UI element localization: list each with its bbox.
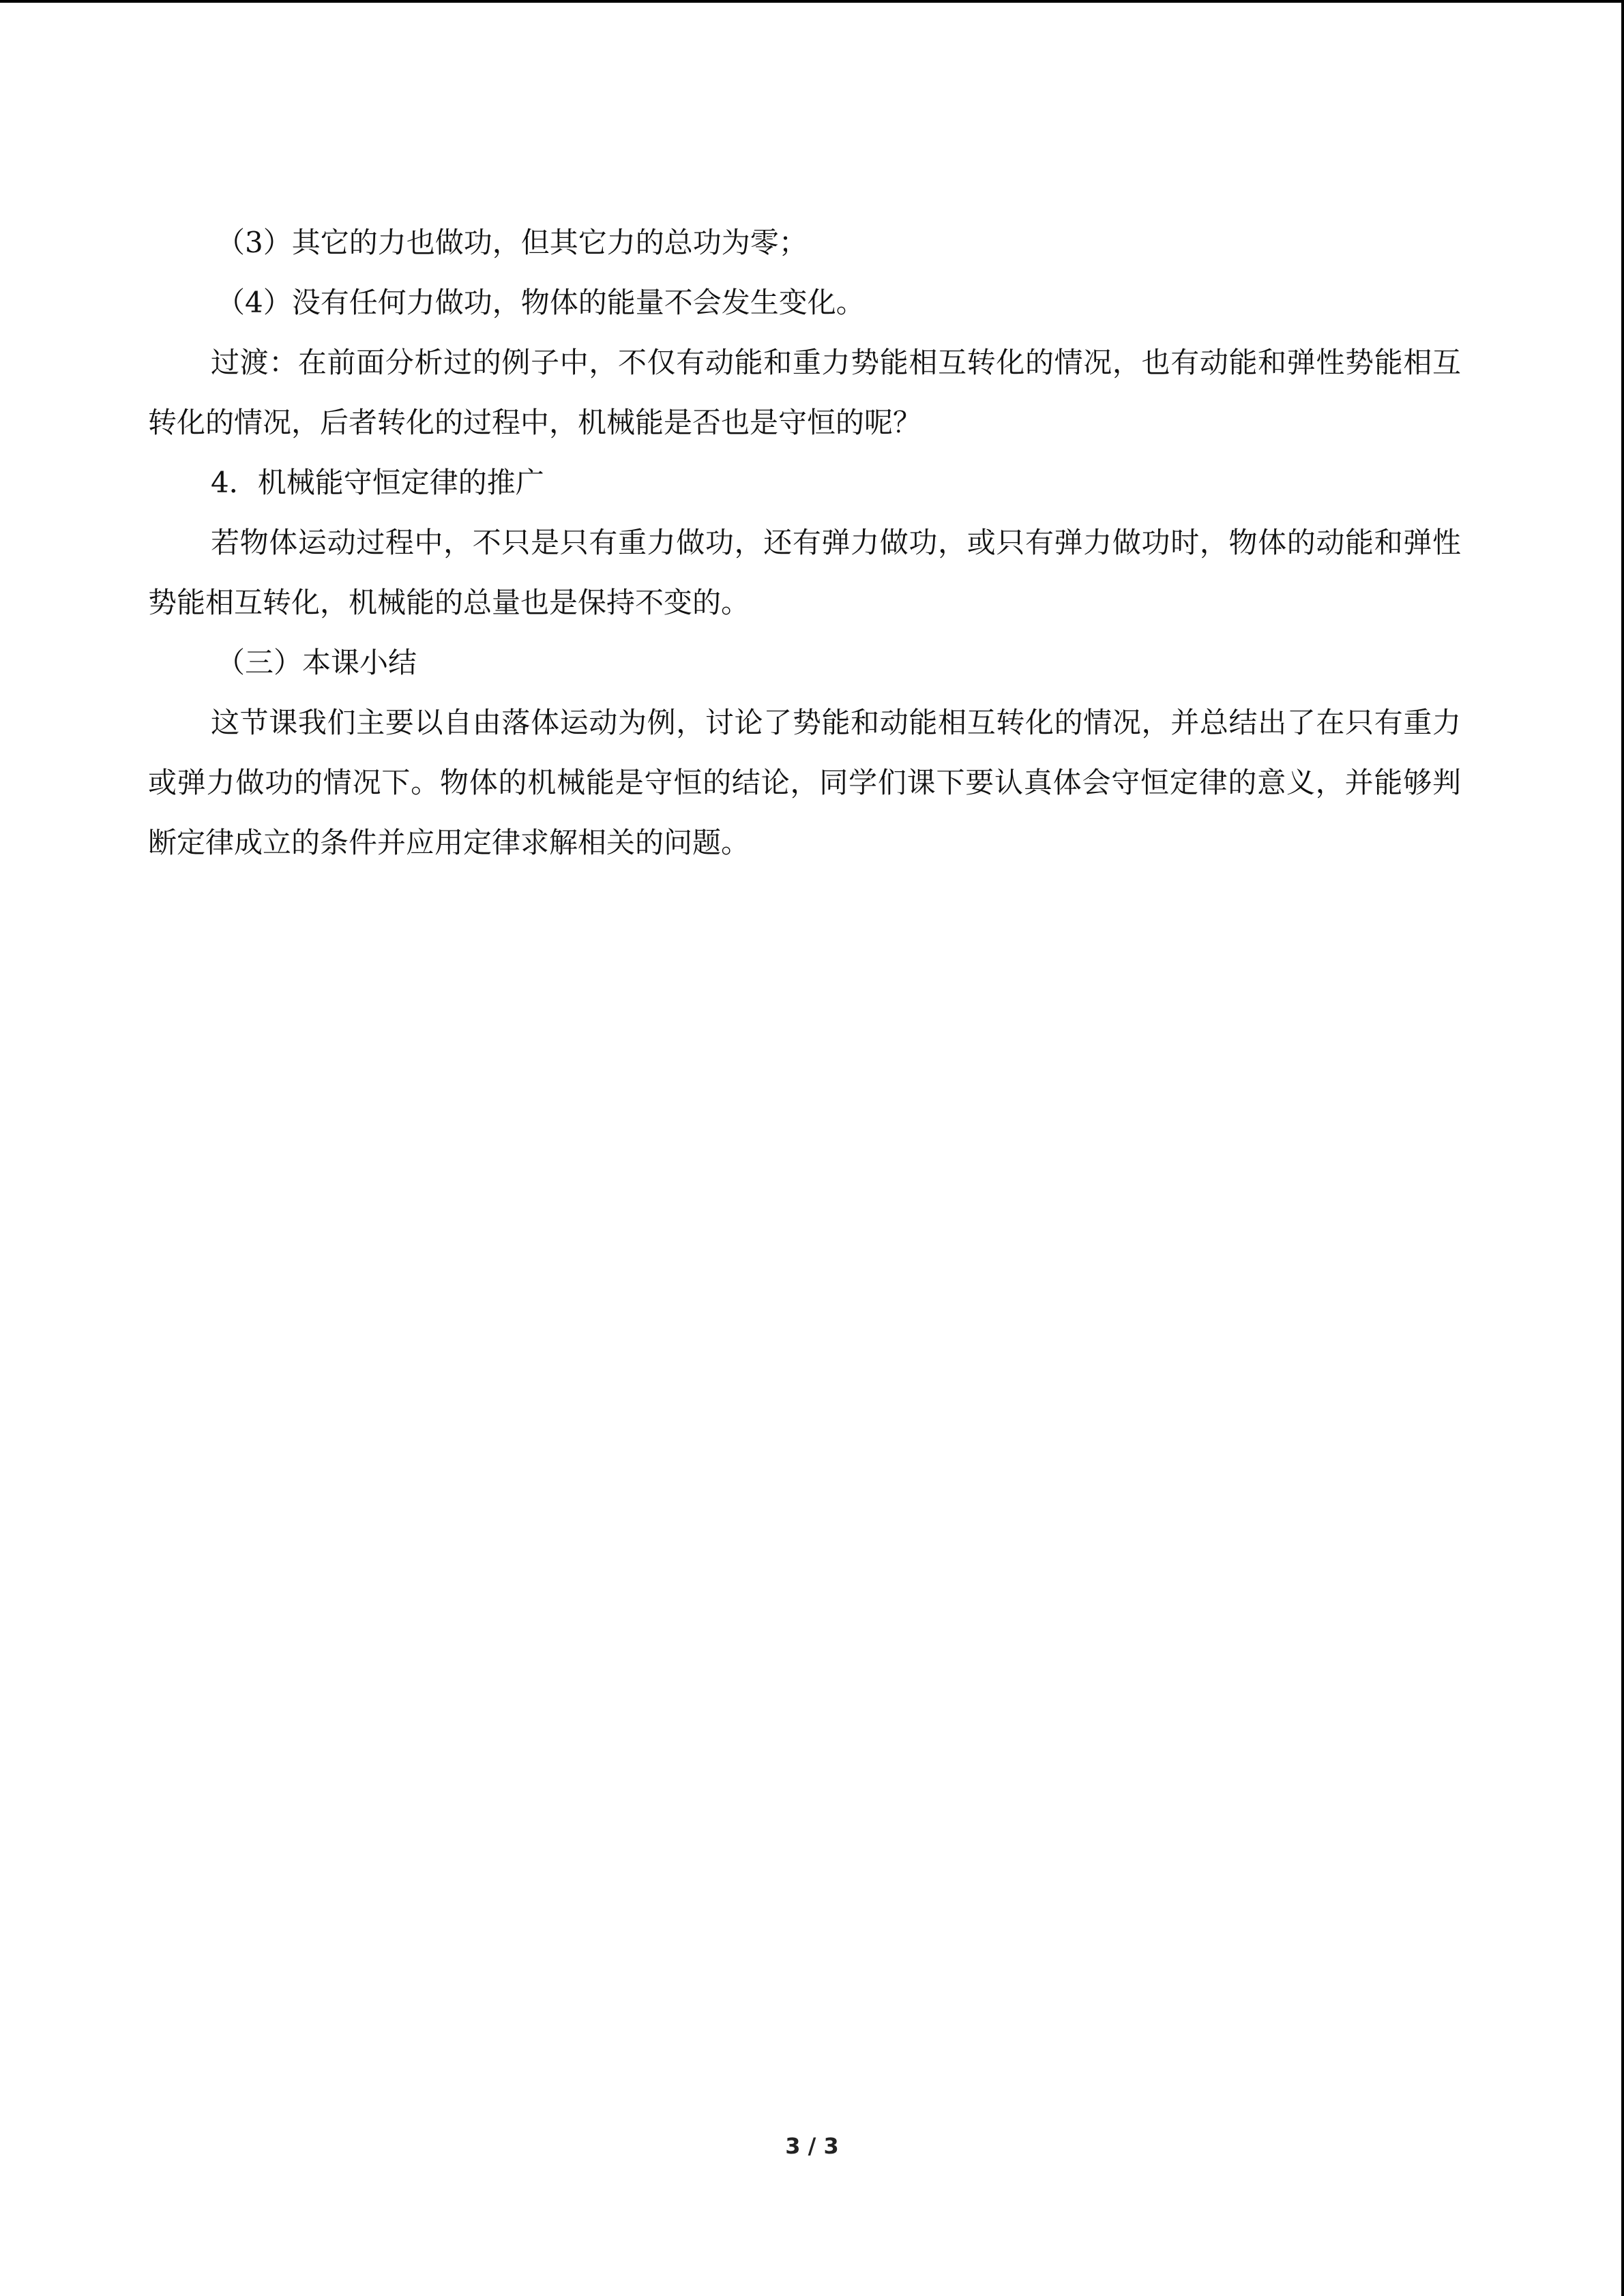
section-heading-4: 4．机械能守恒定律的推广 [211,466,544,499]
list-item-3: （3）其它的力也做功，但其它力的总功为零； [216,226,808,259]
summary-paragraph: 这节课我们主要以自由落体运动为例，讨论了势能和动能相互转化的情况，并总结出了在只有重力或弹力做功的情况下。物体的机械能是守恒的结论，同学们课下要认真体会守恒定律的意义，并能够判断定律成立的条件并应用定律求解相关的问题。 [148,706,1461,859]
transition-paragraph: 过渡：在前面分析过的例子中，不仅有动能和重力势能相互转化的情况，也有动能和弹性势能相互转化的情况，后者转化的过程中，机械能是否也是守恒的呢？ [148,346,1461,439]
page-number: 3 / 3 [785,2133,839,2159]
page-border-top [0,0,1624,3]
document-body [148,213,1461,873]
page-border-right [1621,0,1624,2296]
section-heading-summary: （三）本课小结 [216,646,417,679]
list-item-4: （4）没有任何力做功，物体的能量不会发生变化。 [216,286,865,319]
extension-paragraph: 若物体运动过程中，不只是只有重力做功，还有弹力做功，或只有弹力做功时，物体的动能和弹性势能相互转化，机械能的总量也是保持不变的。 [148,526,1461,619]
